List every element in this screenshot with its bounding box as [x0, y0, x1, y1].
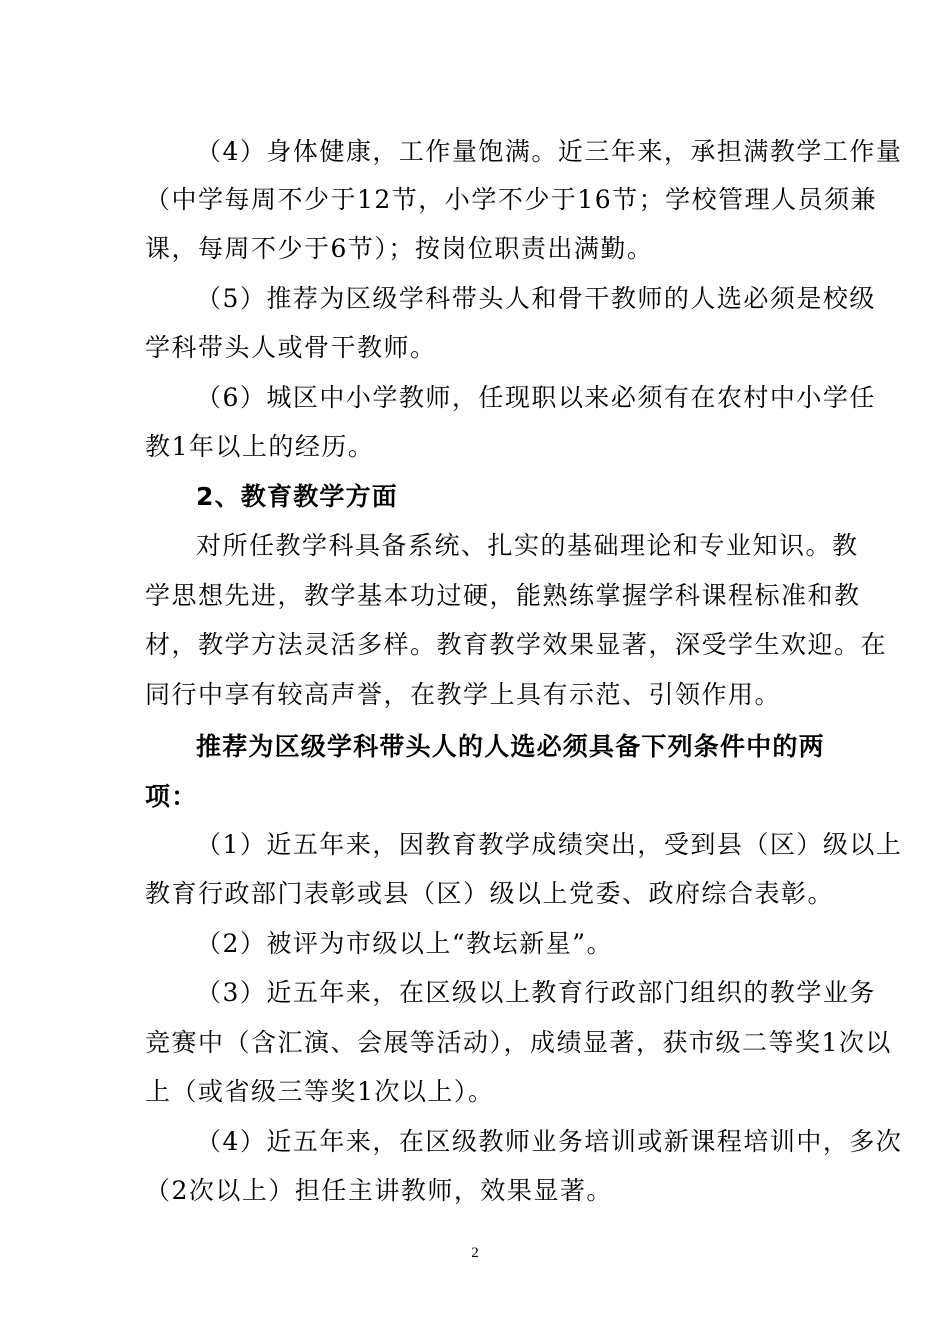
paragraph-line: （4）近五年来，在区级教师业务培训或新课程培训中，多次	[196, 1127, 903, 1156]
paragraph-line: （2次以上）担任主讲教师，效果显著。	[145, 1176, 613, 1205]
paragraph-line: 学科带头人或骨干教师。	[145, 333, 437, 362]
paragraph-line: （4）身体健康，工作量饱满。近三年来，承担满教学工作量	[196, 137, 903, 166]
paragraph-line: 上（或省级三等奖1次以上）。	[145, 1077, 495, 1106]
paragraph-line: （3）近五年来，在区级以上教育行政部门组织的教学业务	[196, 978, 876, 1007]
paragraph-line: 教育行政部门表彰或县（区）级以上党委、政府综合表彰。	[145, 879, 835, 908]
paragraph-line: 同行中享有较高声誉，在教学上具有示范、引领作用。	[145, 680, 782, 709]
paragraph-line: （2）被评为市级以上“教坛新星”。	[196, 929, 613, 958]
paragraph-line: （5）推荐为区级学科带头人和骨干教师的人选必须是校级	[196, 284, 876, 313]
paragraph-line: 教1年以上的经历。	[145, 432, 375, 461]
paragraph-line: 材，教学方法灵活多样。教育教学效果显著，深受学生欢迎。在	[145, 630, 888, 659]
bold-requirement-line: 推荐为区级学科带头人的人选必须具备下列条件中的两	[196, 732, 825, 761]
paragraph-line: （中学每周不少于12节，小学不少于16节；学校管理人员须兼	[145, 185, 878, 214]
paragraph-line: 学思想先进，教学基本功过硬，能熟练掌握学科课程标准和教	[145, 581, 861, 610]
paragraph-line: 竞赛中（含汇演、会展等活动），成绩显著，获市级二等奖1次以	[145, 1028, 892, 1057]
section-heading: 2、教育教学方面	[196, 482, 398, 511]
page-number: 2	[471, 1245, 479, 1261]
bold-requirement-line: 项：	[145, 782, 198, 811]
paragraph-line: 课，每周不少于6节）；按岗位职责出满勤。	[145, 234, 654, 263]
paragraph-line: 对所任教学科具备系统、扎实的基础理论和专业知识。教	[196, 531, 859, 560]
paragraph-line: （1）近五年来，因教育教学成绩突出，受到县（区）级以上	[196, 830, 903, 859]
paragraph-line: （6）城区中小学教师，任现职以来必须有在农村中小学任	[196, 383, 876, 412]
